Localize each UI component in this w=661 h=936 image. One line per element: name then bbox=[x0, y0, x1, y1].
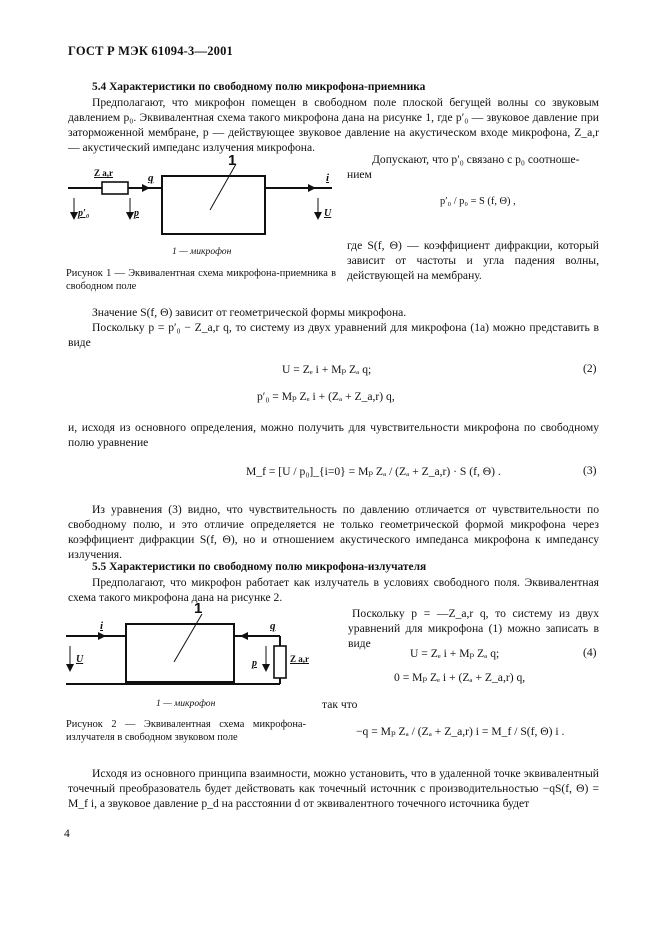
fig2-callout-1: 1 bbox=[194, 600, 203, 617]
fig1-label-z: Z a,r bbox=[94, 168, 113, 178]
figure-2 bbox=[62, 600, 322, 718]
s55-paragraph-2: Поскольку p = —Z_a,r q, то систему из двух уравнений для микрофона (1) можно записать в виде bbox=[348, 607, 599, 650]
page-number: 4 bbox=[64, 827, 70, 840]
section-5-4-title: 5.4 Характеристики по свободному полю микрофона-приемника bbox=[92, 81, 426, 93]
fig2-label-i: i bbox=[100, 620, 104, 632]
equation-3: M_f = [U / p₀]_{i=0} = Mₚ Zₐ / (Zₐ + Z_a,r) · S (f, Θ) . bbox=[246, 465, 501, 478]
fig2-label-u: U bbox=[76, 654, 84, 665]
fig1-label-u: U bbox=[324, 208, 332, 219]
figure-1 bbox=[62, 150, 347, 265]
equation-2b: p′₀ = Mₚ Zₑ i + (Zₐ + Z_a,r) q, bbox=[257, 390, 395, 403]
equation-4b: 0 = Mₚ Zₑ i + (Zₐ + Z_a,r) q, bbox=[394, 671, 526, 684]
s54-paragraph-3: где S(f, Θ) — коэффициент дифракции, который зависит от частоты и угла падения волны, действующей на мембрану. bbox=[347, 239, 599, 282]
fig1-legend: 1 — микрофон bbox=[172, 246, 232, 257]
s54-paragraph-2a: Допускают, что p′₀ связано с p₀ соотноше- bbox=[372, 153, 580, 166]
figure-1-caption: Рисунок 1 — Эквивалентная схема микрофона-приемника в свободном поле bbox=[66, 268, 336, 292]
s54-paragraph-7: Из уравнения (3) видно, что чувствительность по давлению отличается от чувствительности по свободному полю, и это отличие определяется не только геометрической формой микрофона через коэффициент дифракции S(f, Θ), но и отношением акустического импеданса микрофона к импедансу излучения. bbox=[68, 503, 599, 561]
fig1-label-q: q bbox=[148, 172, 154, 184]
fig1-callout-1: 1 bbox=[228, 152, 237, 169]
s54-paragraph-4: Значение S(f, Θ) зависит от геометрической формы микрофона. bbox=[92, 306, 407, 319]
fig1-label-p: p bbox=[134, 208, 139, 219]
s55-paragraph-4: Исходя из основного принципа взаимности, можно установить, что в удаленной точке эквивалентный точечный преобразователь будет действовать как точечный источник с производительностью −qS(f, Θ) = M_f i, а звуковое давление p_d на расстоянии d от эквивалентного точечного источника будет bbox=[68, 767, 599, 810]
fig1-label-i: i bbox=[326, 172, 330, 184]
equation-5: −q = Mₚ Zₐ / (Zₐ + Z_a,r) i = M_f / S(f, Θ) i . bbox=[356, 725, 565, 738]
fig2-label-z: Z a,r bbox=[290, 654, 309, 664]
equation-2a: U = Zₑ i + Mₚ Zₐ q; bbox=[282, 363, 372, 376]
fig1-label-p0: p′₀ bbox=[78, 208, 90, 219]
fig2-legend: 1 — микрофон bbox=[156, 698, 216, 709]
equation-4-number: (4) bbox=[583, 646, 597, 659]
s55-paragraph-3: так что bbox=[322, 698, 358, 711]
figure-2-caption: Рисунок 2 — Эквивалентная схема микрофона-излучателя в свободном звуковом поле bbox=[66, 719, 306, 743]
page-header: ГОСТ Р МЭК 61094-3—2001 bbox=[68, 44, 233, 58]
s55-paragraph-1: Предполагают, что микрофон работает как излучатель в условиях свободного поля. Эквивалентная схема такого микрофона дана на рисунке 2. bbox=[68, 576, 599, 604]
fig2-label-p: p bbox=[252, 658, 257, 669]
s54-paragraph-1: Предполагают, что микрофон помещен в свободном поле плоской бегущей волны со звуковым давлением p₀. Эквивалентная схема такого микрофона дана на рисунке 1, где p′₀ — звуковое давление при заторможенной мембране, p — действующее звуковое давление на акустическом входе микрофона, Z_a,r — акустический импеданс излучения микрофона. bbox=[68, 96, 599, 154]
s54-paragraph-6: и, исходя из основного определения, можно получить для чувствительности микрофона по свободному полю уравнение bbox=[68, 421, 599, 449]
fig2-label-q: q bbox=[270, 620, 276, 632]
section-5-5-title: 5.5 Характеристики по свободному полю микрофона-излучателя bbox=[92, 561, 427, 573]
s54-paragraph-2b: нием bbox=[347, 168, 372, 181]
equation-diffraction: p′₀ / p₀ = S (f, Θ) , bbox=[440, 196, 516, 207]
equation-3-number: (3) bbox=[583, 464, 597, 477]
equation-2-number: (2) bbox=[583, 362, 597, 375]
s54-paragraph-5: Поскольку p = p′₀ − Z_a,r q, то систему из двух уравнений для микрофона (1а) можно представить в виде bbox=[68, 321, 599, 349]
equation-4a: U = Zₑ i + Mₚ Zₐ q; bbox=[410, 647, 500, 660]
